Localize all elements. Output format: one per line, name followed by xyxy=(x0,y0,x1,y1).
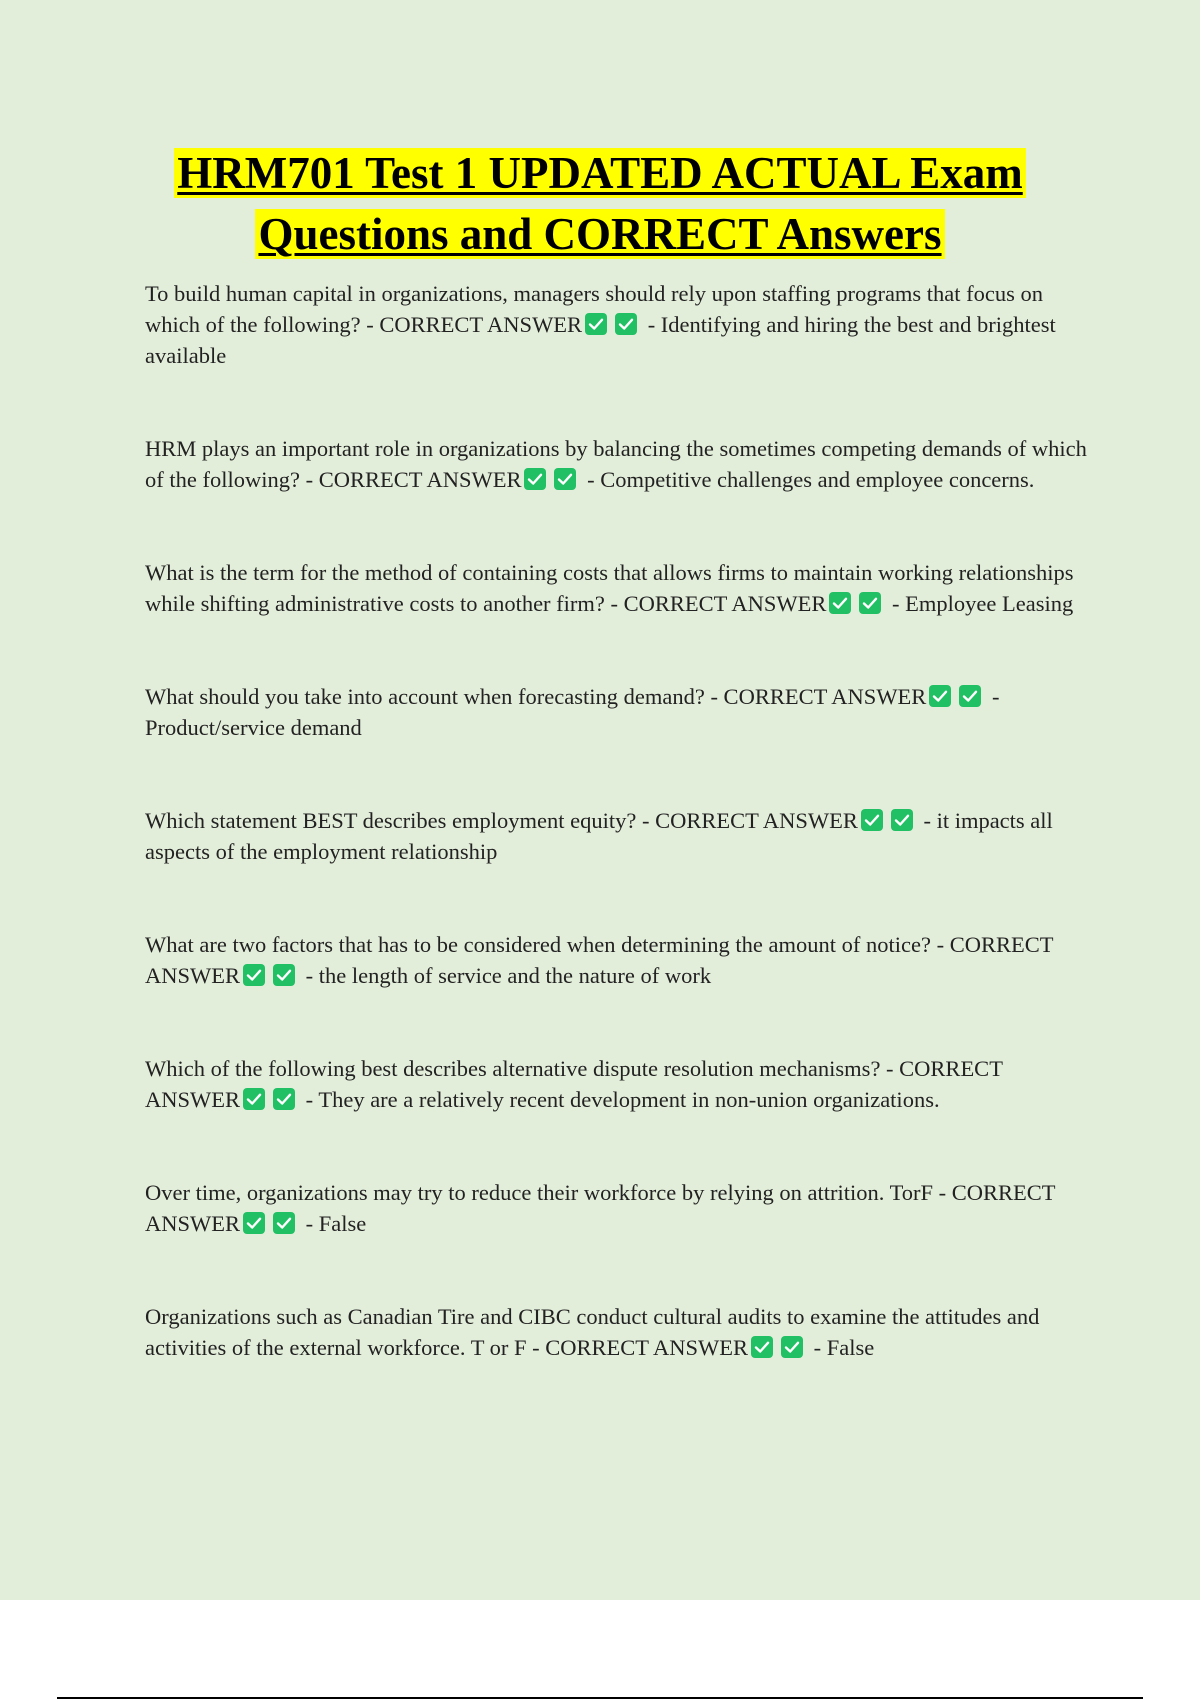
check-mark-icon xyxy=(243,1212,265,1234)
title-line-1: HRM701 Test 1 UPDATED ACTUAL Exam xyxy=(174,148,1026,198)
check-mark-icon xyxy=(273,1088,295,1110)
answer-text: - the length of service and the nature of work xyxy=(300,963,712,988)
answer-text: - False xyxy=(808,1335,875,1360)
check-mark-icon xyxy=(273,1212,295,1234)
check-mark-icon xyxy=(243,964,265,986)
question-text: Organizations such as Canadian Tire and CIBC conduct cultural audits to examine the attitudes and activities of the external workforce. T or F - CORRECT ANSWER xyxy=(145,1304,1040,1360)
question-text: Which statement BEST describes employment equity? - CORRECT ANSWER xyxy=(145,808,858,833)
question-text: What should you take into account when forecasting demand? - CORRECT ANSWER xyxy=(145,684,927,709)
check-mark-icon xyxy=(861,809,883,831)
question-text: HRM plays an important role in organizations by balancing the sometimes competing demands of which of the following? - CORRECT ANSWER xyxy=(145,436,1087,492)
qa-item xyxy=(145,1053,1095,1115)
qa-item xyxy=(145,1177,1095,1239)
answer-text: - Product/service demand xyxy=(145,684,1000,740)
question-text: Over time, organizations may try to reduce their workforce by relying on attrition. TorF - CORRECT ANSWER xyxy=(145,1180,1056,1236)
check-mark-icon xyxy=(781,1336,803,1358)
check-mark-icon xyxy=(243,1088,265,1110)
qa-item xyxy=(145,929,1095,991)
check-mark-icon xyxy=(524,468,546,490)
title-line-2: Questions and CORRECT Answers xyxy=(255,209,944,259)
check-mark-icon xyxy=(615,313,637,335)
answer-text: - Competitive challenges and employee concerns. xyxy=(581,467,1035,492)
qa-item xyxy=(145,557,1095,619)
check-mark-icon xyxy=(554,468,576,490)
answer-text: - Employee Leasing xyxy=(886,591,1074,616)
check-mark-icon xyxy=(829,592,851,614)
question-text: What is the term for the method of containing costs that allows firms to maintain working relationships while shifting administrative costs to another firm? - CORRECT ANSWER xyxy=(145,560,1074,616)
check-mark-icon xyxy=(959,685,981,707)
qa-item xyxy=(145,278,1095,371)
footer-divider xyxy=(57,1697,1143,1699)
qa-item xyxy=(145,433,1095,495)
check-mark-icon xyxy=(751,1336,773,1358)
question-text: To build human capital in organizations, managers should rely upon staffing programs that focus on which of the following? - CORRECT ANSWER xyxy=(145,281,1044,337)
check-mark-icon xyxy=(585,313,607,335)
check-mark-icon xyxy=(891,809,913,831)
qa-item xyxy=(145,805,1095,867)
check-mark-icon xyxy=(929,685,951,707)
check-mark-icon xyxy=(859,592,881,614)
answer-text: - False xyxy=(300,1211,367,1236)
question-text: What are two factors that has to be considered when determining the amount of notice? - CORRECT ANSWER xyxy=(145,932,1054,988)
document-title xyxy=(0,143,1200,265)
answer-text: - They are a relatively recent development in non-union organizations. xyxy=(300,1087,940,1112)
qa-item xyxy=(145,1301,1095,1363)
answer-text: - Identifying and hiring the best and brightest available xyxy=(145,312,1056,368)
check-mark-icon xyxy=(273,964,295,986)
answer-text: - it impacts all aspects of the employment relationship xyxy=(145,808,1053,864)
qa-list xyxy=(145,278,1095,1363)
qa-item xyxy=(145,681,1095,743)
question-text: Which of the following best describes alternative dispute resolution mechanisms? - CORRECT ANSWER xyxy=(145,1056,1003,1112)
